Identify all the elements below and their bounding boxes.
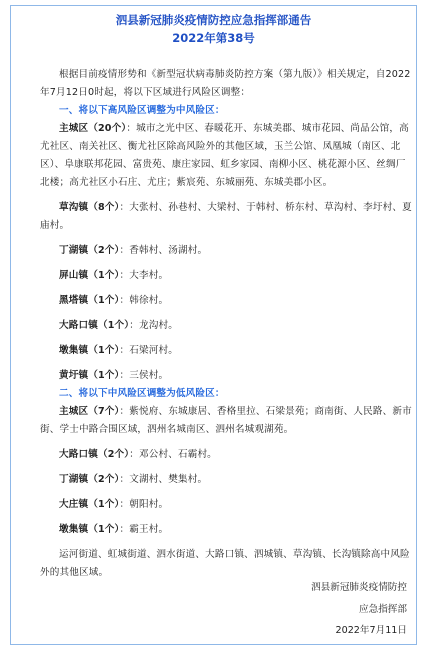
- area-text: ：三侯村。: [119, 370, 169, 381]
- notice-body: [40, 66, 413, 582]
- area-text: ：大张村、孙巷村、大梁村、于韩村、桥东村、草沟村、李圩村、夏庙村。: [40, 202, 412, 231]
- area-text: ：霸王村。: [119, 524, 169, 535]
- area-label: 丁湖镇（2个）: [59, 245, 120, 256]
- area-entry: [40, 403, 413, 439]
- area-text: ：朝阳村。: [119, 499, 169, 510]
- area-label: 墩集镇（1个）: [59, 345, 120, 356]
- area-text: ：大李村。: [119, 270, 169, 281]
- area-entry: [40, 446, 413, 464]
- area-text: ：城市之光中区、春暖花开、东城美郡、城市花园、尚品公馆，高尤社区、南关社区、衡尤社区除高风险外的其他区域，玉兰公馆、凤凰城（南区、北区）、阜康联邦花园、富贵苑、康庄家园、虹乡家园、南柳小区、桃花源小区、丝绸厂北楼；高尤社区小石庄、尤庄；紫宸苑、东城丽苑、东城美郡小区。: [40, 123, 409, 188]
- area-entry: [40, 317, 413, 335]
- area-label: 大路口镇（2个）: [59, 449, 130, 460]
- area-entry: [40, 120, 413, 192]
- section1-heading: 一、将以下高风险区调整为中风险区：: [59, 105, 225, 116]
- area-text: ：石梁河村。: [119, 345, 178, 356]
- area-label: 黑塔镇（1个）: [59, 295, 120, 306]
- area-entry: [40, 471, 413, 489]
- area-text: ：邓公村、石霸村。: [129, 449, 217, 460]
- area-label: 主城区（7个）: [59, 406, 120, 417]
- area-entry: [40, 242, 413, 260]
- signature-org-line2: 应急指挥部: [359, 604, 407, 615]
- area-label: 丁湖镇（2个）: [59, 474, 120, 485]
- area-text: ：文湖村、樊集村。: [119, 474, 208, 485]
- section2-heading: 二、将以下中风险区调整为低风险区：: [59, 388, 225, 399]
- area-label: 黄圩镇（1个）: [59, 370, 120, 381]
- area-label: 主城区（20个）: [59, 123, 127, 134]
- area-entry: [40, 496, 413, 514]
- area-text: ：龙沟村。: [129, 320, 178, 331]
- area-text: ：韩徐村。: [119, 295, 169, 306]
- area-text: ：紫悦府、东城康居、香格里拉、石梁景苑；商南街、人民路、新市街、学士中路合围区域，泗州名城南区、泗州名城观湖苑。: [40, 406, 412, 435]
- signature-date: 2022年7月11日: [335, 625, 407, 636]
- area-label: 屏山镇（1个）: [59, 270, 120, 281]
- intro-paragraph: 根据目前疫情形势和《新型冠状病毒肺炎防控方案（第九版）》相关规定，自2022年7月12日0时起，将以下区域进行风险区调整：: [40, 69, 411, 98]
- area-entry: [40, 292, 413, 310]
- signature-org-line1: 泗县新冠肺炎疫情防控: [311, 582, 407, 593]
- area-label: 大路口镇（1个）: [59, 320, 130, 331]
- area-entry: [40, 267, 413, 285]
- area-entry: [40, 521, 413, 539]
- area-label: 墩集镇（1个）: [59, 524, 120, 535]
- area-entry: [40, 199, 413, 235]
- notice-number: 2022年第38号: [172, 31, 255, 45]
- area-entry: [40, 367, 413, 385]
- area-label: 大庄镇（1个）: [59, 499, 120, 510]
- closing-paragraph: 运河街道、虹城街道、泗水街道、大路口镇、泗城镇、草沟镇、长沟镇除高中风险外的其他区域。: [40, 549, 410, 578]
- area-text: ：香韩村、汤湖村。: [119, 245, 208, 256]
- area-label: 草沟镇（8个）: [59, 202, 120, 213]
- area-entry: [40, 342, 413, 360]
- notice-title: 泗县新冠肺炎疫情防控应急指挥部通告: [115, 13, 312, 27]
